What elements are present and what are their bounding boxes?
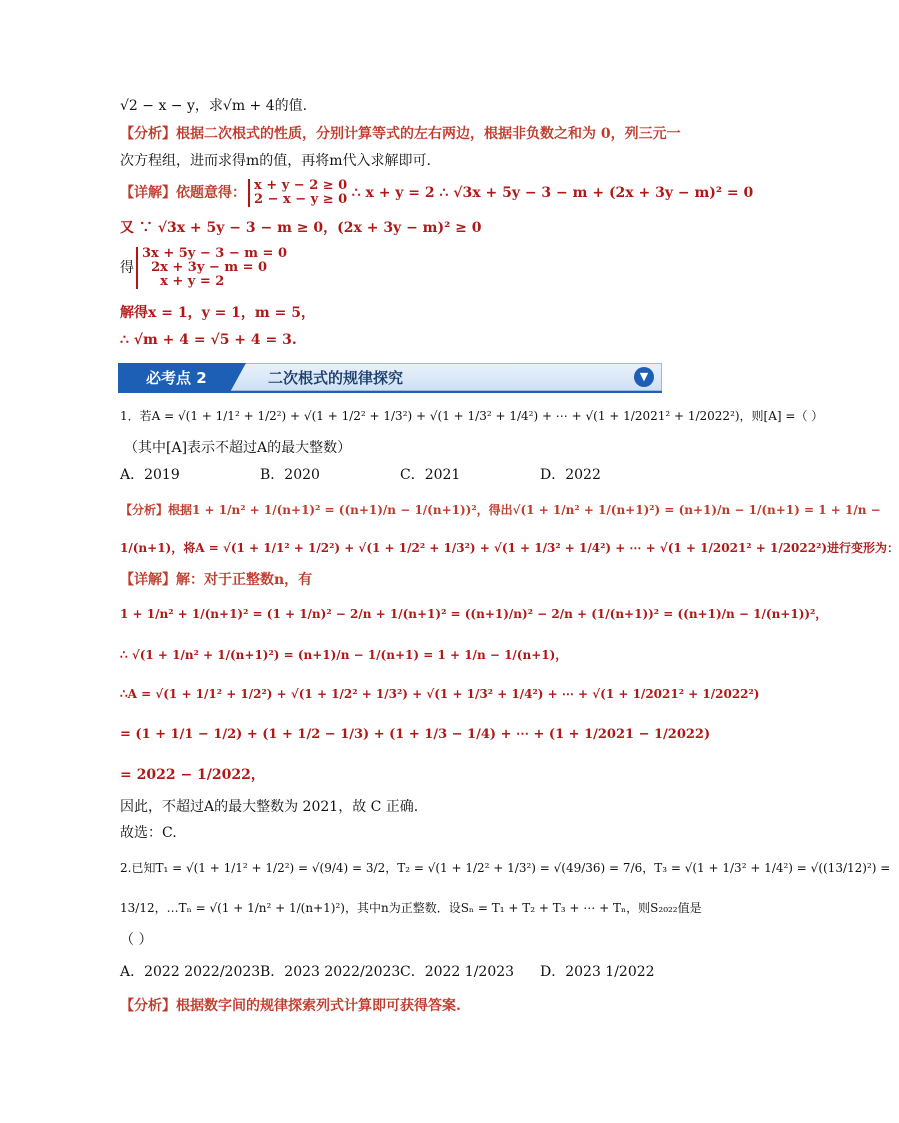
option-b: B．2023 2022/2023 [260, 964, 401, 980]
text-line: √2 − x − y，求√m + 4的值. [120, 98, 308, 114]
option-c: C．2022 1/2023 [400, 964, 515, 980]
question-1-analysis: 【分析】根据1 + 1/n² + 1/(n+1)² = ((n+1)/n − 1/(n+1))²，得出√(1 + 1/n² + 1/(n+1)²) = (n+1)/n − 1/(n+1) = 1 + 1/n − [120, 503, 881, 517]
solution-line: 解得x = 1，y = 1，m = 5， [120, 305, 315, 321]
derivation-line-5: = 2022 − 1/2022， [120, 767, 265, 783]
question-1-conclusion: 因此，不超过A的最大整数为 2021，故 C 正确. [120, 799, 419, 815]
question-2-stem-2: 13/12，…Tₙ = √(1 + 1/n² + 1/(n+1)²)，其中n为正整数．设Sₙ = T₁ + T₂ + T₃ + ⋯ + Tₙ，则S₂₀₂₂值是 [120, 901, 702, 915]
question-2-stem-1: 2.已知T₁ = √(1 + 1/1² + 1/2²) = √(9/4) = 3/2，T₂ = √(1 + 1/2² + 1/3²) = √(49/36) = 7/6，T₃ = √(1 + 1/3² + 1/4²) = √((13/12)²) = [120, 861, 891, 875]
option-a: A．2022 2022/2023 [120, 964, 261, 980]
question-1-note: （其中[A]表示不超过A的最大整数） [124, 440, 352, 456]
detail-line [120, 176, 754, 210]
question-1-detail: 【详解】解：对于正整数n，有 [120, 572, 313, 588]
question-2-stem-3: （ ） [120, 932, 153, 948]
analysis-line-2: 次方程组，进而求得m的值，再将m代入求解即可. [120, 153, 431, 169]
detail-line-2: 又 ∵ √3x + 5y − 3 − m ≥ 0，(2x + 3y − m)² ≥ 0 [120, 220, 482, 236]
system-of-inequalities: x + y − 2 ≥ 0 2 − x − y ≥ 0 [248, 179, 347, 207]
question-1-options [120, 465, 676, 485]
section-title: 二次根式的规律探究 [268, 369, 404, 387]
option-d: D．2022 [540, 467, 601, 483]
option-c: C．2021 [400, 467, 461, 483]
derivation-line-3: ∴A = √(1 + 1/1² + 1/2²) + √(1 + 1/2² + 1/3²) + √(1 + 1/3² + 1/4²) + ⋯ + √(1 + 1/2021² + 1/2022²) [120, 687, 760, 701]
section-underline [118, 391, 662, 393]
analysis-text [120, 151, 676, 171]
derivation-line-4: = (1 + 1/1 − 1/2) + (1 + 1/2 − 1/3) + (1 + 1/3 − 1/4) + ⋯ + (1 + 1/2021 − 1/2022) [120, 727, 711, 742]
result-line: ∴ √m + 4 = √5 + 4 = 3. [120, 332, 297, 348]
option-b: B．2020 [260, 467, 320, 483]
section-header [118, 363, 662, 391]
option-d: D．2023 1/2022 [540, 964, 655, 980]
equation-system: 3x + 5y − 3 − m = 0 2x + 3y − m = 0 x + y = 2 [136, 247, 287, 289]
detail-label: 【详解】依题意得： [120, 185, 246, 201]
analysis-line: 【分析】根据二次根式的性质，分别计算等式的左右两边，根据非负数之和为 0，列三元一 [120, 126, 681, 142]
question-1-stem: 1．若A = √(1 + 1/1² + 1/2²) + √(1 + 1/2² + 1/3²) + √(1 + 1/3² + 1/4²) + ⋯ + √(1 + 1/2021² + 1/2022²)，则[A] =（ ） [120, 409, 824, 423]
derivation-line-1: 1 + 1/n² + 1/(n+1)² = (1 + 1/n)² − 2/n + 1/(n+1)² = ((n+1)/n)² − 2/n + (1/(n+1))² = ((n+1)/n − 1/(n+1))²， [120, 607, 828, 621]
detail-equation: ∴ x + y = 2 ∴ √3x + 5y − 3 − m + (2x + 3y − m)² = 0 [351, 185, 754, 201]
option-a: A．2019 [120, 467, 180, 483]
question-1-analysis-2: 1/(n+1)，将A = √(1 + 1/1² + 1/2²) + √(1 + 1/2² + 1/3²) + √(1 + 1/3² + 1/4²) + ⋯ + √(1 + 1/2021² + 1/2022²)进行变形为： [120, 541, 899, 555]
question-1-answer: 故选：C. [120, 825, 177, 841]
section-label: 必考点 2 [146, 369, 207, 387]
analysis-text [120, 124, 681, 144]
derivation-line-2: ∴ √(1 + 1/n² + 1/(n+1)²) = (n+1)/n − 1/(n+1) = 1 + 1/n − 1/(n+1)， [120, 648, 568, 662]
question-2-options [120, 962, 676, 982]
equation-system-line: 得3x + 5y − 3 − m = 0 2x + 3y − m = 0 x + y = 2 [120, 246, 288, 289]
chevron-down-icon: ▼ [634, 367, 654, 387]
question-2-analysis: 【分析】根据数字间的规律探索列式计算即可获得答案. [120, 998, 461, 1014]
